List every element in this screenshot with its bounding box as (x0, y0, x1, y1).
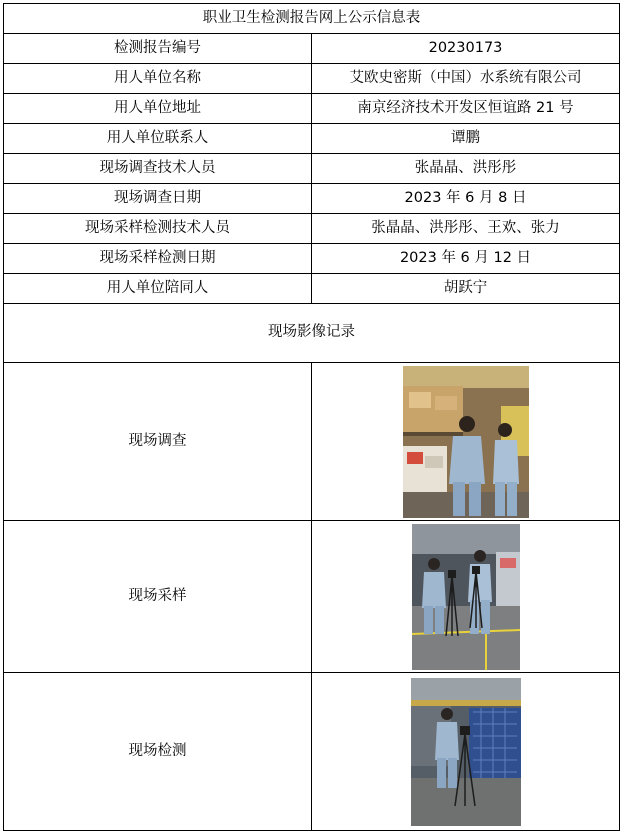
table-row (4, 214, 620, 244)
table-title: 职业卫生检测报告网上公示信息表 (4, 4, 620, 34)
escort-label: 用人单位陪同人 (4, 274, 312, 304)
survey-date-value: 2023 年 6 月 8 日 (312, 184, 620, 214)
employer-contact-label: 用人单位联系人 (4, 124, 312, 154)
site-survey-photo (403, 366, 529, 518)
sampling-staff-value: 张晶晶、洪彤彤、王欢、张力 (312, 214, 620, 244)
table-row (4, 184, 620, 214)
table-row (4, 274, 620, 304)
photo-section-heading: 现场影像记录 (4, 304, 620, 363)
survey-date-label: 现场调查日期 (4, 184, 312, 214)
employer-name-label: 用人单位名称 (4, 64, 312, 94)
photo-cell-sampling (312, 521, 620, 673)
photo-row (4, 673, 620, 831)
employer-address-label: 用人单位地址 (4, 94, 312, 124)
table-row (4, 34, 620, 64)
report-number-value: 20230173 (312, 34, 620, 64)
employer-address-value: 南京经济技术开发区恒谊路 21 号 (312, 94, 620, 124)
sampling-date-value: 2023 年 6 月 12 日 (312, 244, 620, 274)
table-row (4, 244, 620, 274)
table-row (4, 154, 620, 184)
site-testing-photo (411, 678, 521, 826)
employer-name-value: 艾欧史密斯（中国）水系统有限公司 (312, 64, 620, 94)
photo-label-sampling: 现场采样 (4, 521, 312, 673)
sampling-date-label: 现场采样检测日期 (4, 244, 312, 274)
photo-row (4, 363, 620, 521)
photo-cell-survey (312, 363, 620, 521)
employer-contact-value: 谭鹏 (312, 124, 620, 154)
table-title-row (4, 4, 620, 34)
report-number-label: 检测报告编号 (4, 34, 312, 64)
table-row (4, 94, 620, 124)
site-survey-photo-graphic (403, 366, 529, 518)
sampling-staff-label: 现场采样检测技术人员 (4, 214, 312, 244)
survey-staff-value: 张晶晶、洪彤彤 (312, 154, 620, 184)
escort-value: 胡跃宁 (312, 274, 620, 304)
site-sampling-photo-graphic (412, 524, 520, 670)
survey-staff-label: 现场调查技术人员 (4, 154, 312, 184)
photo-label-testing: 现场检测 (4, 673, 312, 831)
disclosure-table (3, 3, 620, 831)
table-row (4, 64, 620, 94)
photo-cell-testing (312, 673, 620, 831)
site-testing-photo-graphic (411, 678, 521, 826)
photo-section-header-row (4, 304, 620, 363)
table-row (4, 124, 620, 154)
photo-label-survey: 现场调查 (4, 363, 312, 521)
photo-row (4, 521, 620, 673)
site-sampling-photo (412, 524, 520, 670)
